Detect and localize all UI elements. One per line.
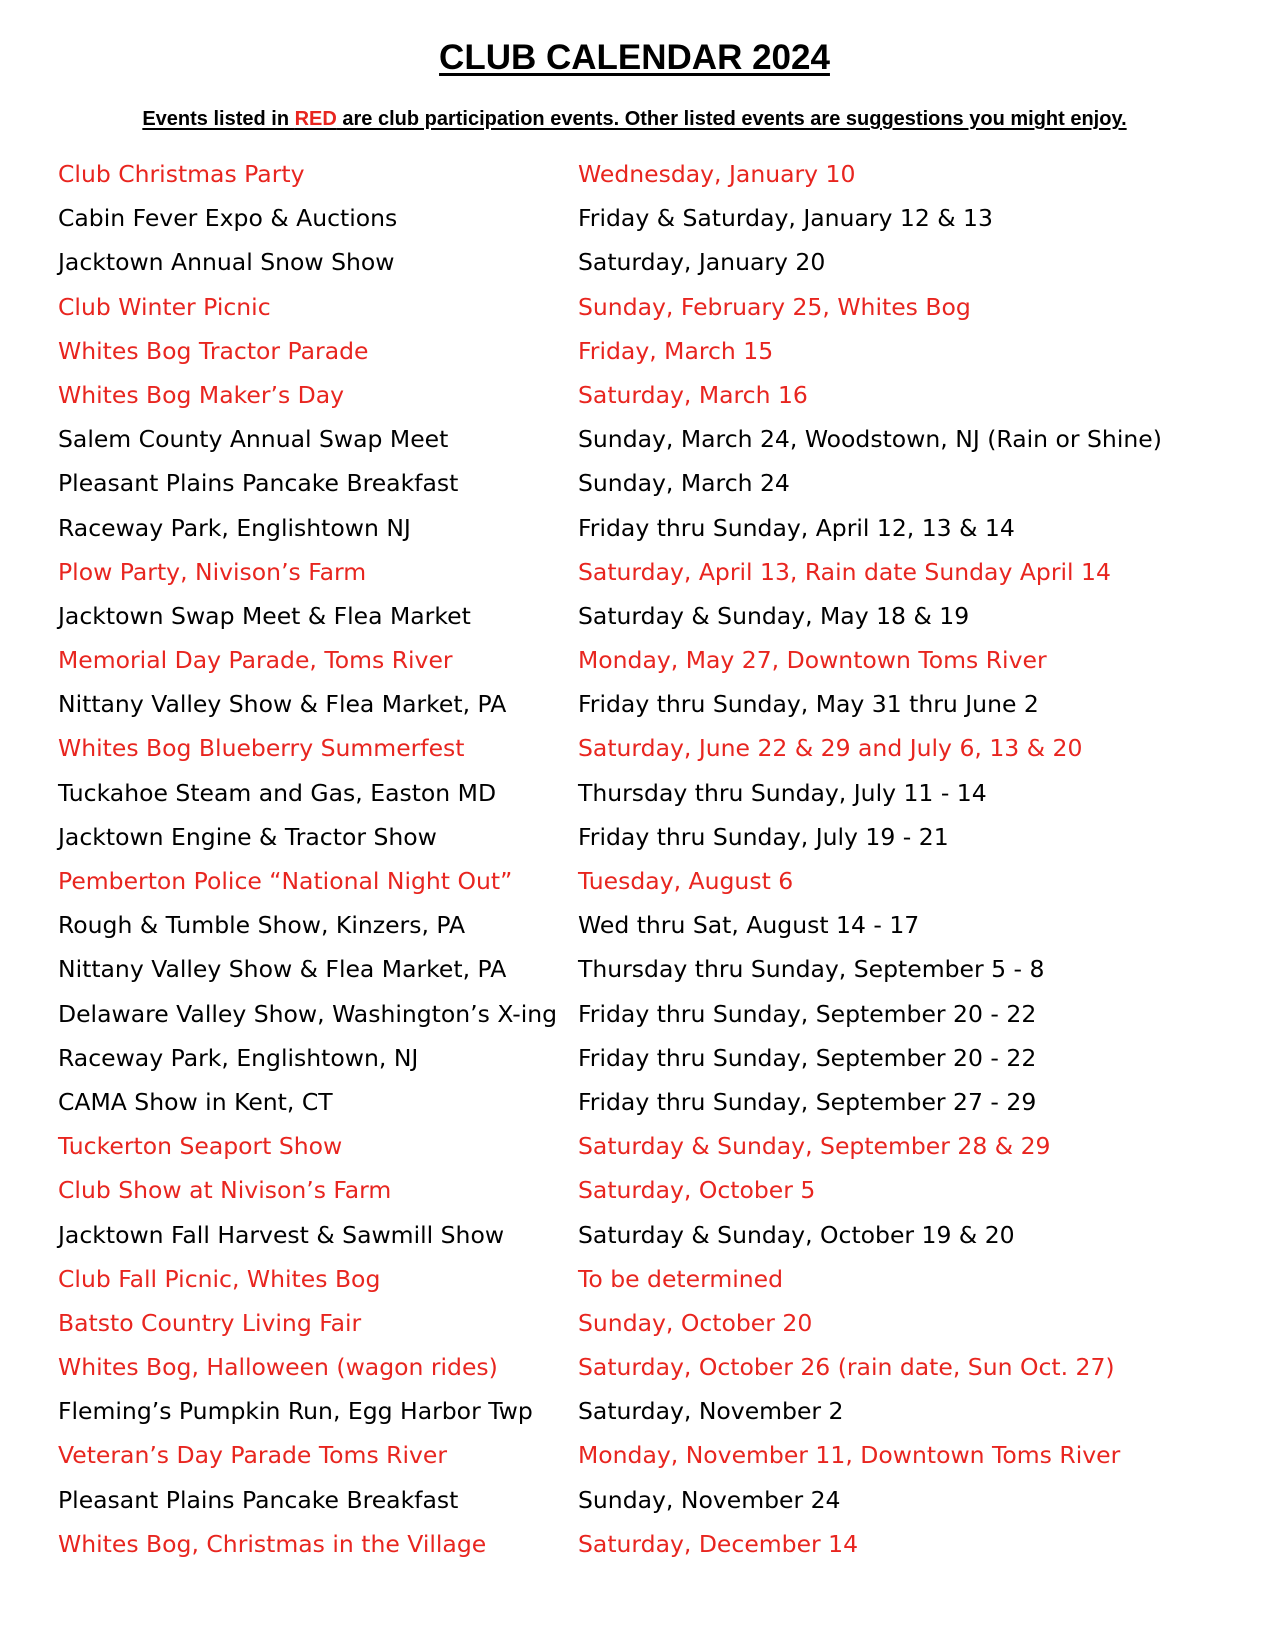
event-name: Rough & Tumble Show, Kinzers, PA [58,911,466,940]
club-event-row [58,152,1258,196]
legend-red-keyword: RED [294,108,337,130]
event-list [58,152,1258,1566]
event-date: Friday, March 15 [578,336,774,365]
club-event-row [58,859,1258,903]
club-event-row [58,1345,1258,1389]
event-date: Wed thru Sat, August 14 - 17 [578,911,920,940]
club-event-row [58,726,1258,770]
event-name: Jacktown Swap Meet & Flea Market [58,601,471,630]
event-name: Veteran’s Day Parade Toms River [58,1441,448,1470]
event-date: Thursday thru Sunday, September 5 - 8 [578,955,1045,984]
event-name: Whites Bog Tractor Parade [58,336,369,365]
event-name: Whites Bog Maker’s Day [58,380,345,409]
club-event-row [58,329,1258,373]
event-row [58,1080,1258,1124]
event-row [58,240,1258,284]
event-date: Wednesday, January 10 [578,160,856,188]
event-name: CAMA Show in Kent, CT [58,1087,333,1116]
event-date: Saturday, October 5 [578,1176,816,1205]
event-name: Plow Party, Nivison’s Farm [58,557,367,586]
event-row [58,1213,1258,1257]
event-date: To be determined [578,1264,784,1293]
event-date: Saturday, April 13, Rain date Sunday April 14 [578,557,1111,586]
event-date: Saturday, December 14 [578,1529,859,1558]
event-name: Club Christmas Party [58,160,305,188]
club-event-row [58,1124,1258,1168]
event-name: Tuckerton Seaport Show [58,1132,343,1161]
event-name: Batsto Country Living Fair [58,1308,362,1337]
event-date: Sunday, March 24, Woodstown, NJ (Rain or Shine) [578,425,1162,454]
event-name: Delaware Valley Show, Washington’s X-ing [58,999,558,1028]
event-date: Sunday, November 24 [578,1485,841,1514]
event-date: Sunday, March 24 [578,469,790,498]
event-name: Whites Bog Blueberry Summerfest [58,734,465,763]
event-date: Sunday, October 20 [578,1308,813,1337]
event-date: Tuesday, August 6 [578,867,794,895]
event-date: Saturday, March 16 [578,380,808,409]
event-row [58,1389,1258,1433]
club-event-row [58,638,1258,682]
event-name: Raceway Park, Englishtown NJ [58,513,411,542]
legend-note-suffix: are club participation events. Other listed events are suggestions you might enjoy. [336,108,1127,130]
club-event-row [58,1257,1258,1301]
event-name: Pleasant Plains Pancake Breakfast [58,1485,459,1514]
club-event-row [58,1522,1258,1566]
event-date: Saturday, June 22 & 29 and July 6, 13 & 20 [578,734,1083,763]
event-name: Jacktown Annual Snow Show [58,248,395,277]
event-row [58,417,1258,461]
event-row [58,506,1258,550]
event-date: Saturday & Sunday, October 19 & 20 [578,1220,1015,1249]
club-event-row [58,1168,1258,1212]
event-date: Saturday & Sunday, September 28 & 29 [578,1132,1051,1161]
event-name: Cabin Fever Expo & Auctions [58,204,398,233]
event-date: Saturday, November 2 [578,1397,844,1426]
event-row [58,903,1258,947]
page-title-text: CLUB CALENDAR 2024 [439,38,830,77]
event-name: Club Show at Nivison’s Farm [58,1176,392,1205]
event-date: Saturday & Sunday, May 18 & 19 [578,601,970,630]
event-date: Monday, May 27, Downtown Toms River [578,646,1047,675]
event-name: Fleming’s Pumpkin Run, Egg Harbor Twp [58,1397,533,1426]
event-row [58,771,1258,815]
event-date: Friday thru Sunday, September 20 - 22 [578,999,1037,1028]
club-event-row [58,1301,1258,1345]
event-row [58,594,1258,638]
event-name: Club Winter Picnic [58,292,271,321]
event-name: Tuckahoe Steam and Gas, Easton MD [58,778,497,807]
page-title [0,38,1269,78]
event-date: Friday thru Sunday, September 20 - 22 [578,1043,1037,1072]
event-name: Jacktown Fall Harvest & Sawmill Show [58,1220,505,1249]
legend-note-prefix: Events listed in [142,108,295,130]
event-date: Friday thru Sunday, April 12, 13 & 14 [578,513,1015,542]
event-date: Saturday, January 20 [578,248,826,277]
event-name: Whites Bog, Halloween (wagon rides) [58,1353,498,1382]
event-name: Pemberton Police “National Night Out” [58,867,513,895]
event-date: Friday thru Sunday, September 27 - 29 [578,1087,1037,1116]
club-event-row [58,373,1258,417]
event-date: Friday & Saturday, January 12 & 13 [578,204,993,233]
event-date: Thursday thru Sunday, July 11 - 14 [578,778,987,807]
event-name: Salem County Annual Swap Meet [58,425,449,454]
event-date: Sunday, February 25, Whites Bog [578,292,971,321]
club-event-row [58,1433,1258,1477]
event-date: Monday, November 11, Downtown Toms River [578,1441,1121,1470]
event-date: Saturday, October 26 (rain date, Sun Oct. 27) [578,1353,1115,1382]
event-date: Friday thru Sunday, July 19 - 21 [578,822,949,851]
event-row [58,682,1258,726]
event-row [58,1478,1258,1522]
event-name: Memorial Day Parade, Toms River [58,646,453,675]
event-name: Jacktown Engine & Tractor Show [58,822,437,851]
event-name: Nittany Valley Show & Flea Market, PA [58,690,507,719]
event-row [58,947,1258,991]
event-name: Pleasant Plains Pancake Breakfast [58,469,459,498]
event-row [58,992,1258,1036]
event-name: Raceway Park, Englishtown, NJ [58,1043,419,1072]
club-event-row [58,285,1258,329]
event-row [58,1036,1258,1080]
event-row [58,196,1258,240]
event-row [58,461,1258,505]
legend-note [0,108,1269,131]
event-row [58,815,1258,859]
club-event-row [58,550,1258,594]
event-name: Club Fall Picnic, Whites Bog [58,1264,381,1293]
event-name: Nittany Valley Show & Flea Market, PA [58,955,507,984]
event-date: Friday thru Sunday, May 31 thru June 2 [578,690,1039,719]
event-name: Whites Bog, Christmas in the Village [58,1529,487,1558]
